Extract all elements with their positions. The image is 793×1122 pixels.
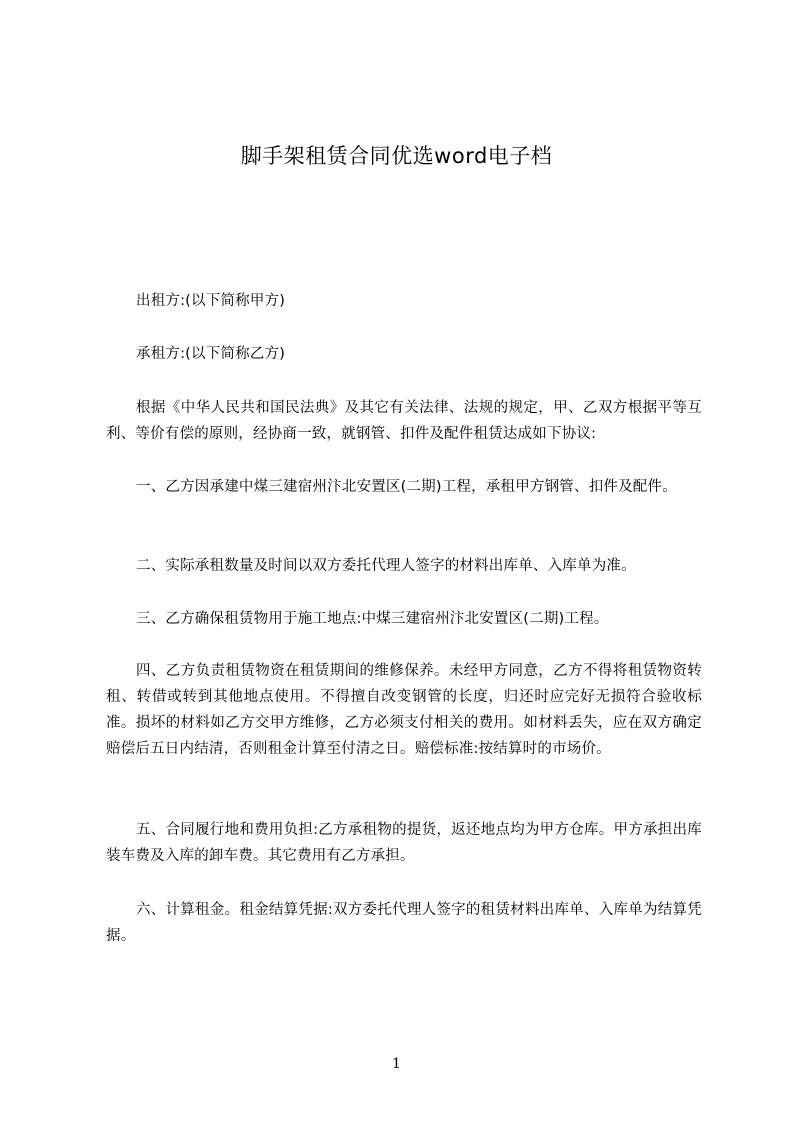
preamble-paragraph: 根据《中华人民共和国民法典》及其它有关法律、法规的规定，甲、乙双方根据平等互利、等价有偿的原则，经协商一致，就钢管、扣件及配件租赁达成如下协议: <box>106 400 702 442</box>
lessor-line: 出租方:(以下简称甲方) <box>136 293 286 309</box>
clause-1: 一、乙方因承建中煤三建宿州汴北安置区(二期)工程，承租甲方钢管、扣件及配件。 <box>136 479 677 495</box>
lessee-line: 承租方:(以下简称乙方) <box>136 346 286 362</box>
clause-3: 三、乙方确保租赁物用于施工地点:中煤三建宿州汴北安置区(二期)工程。 <box>136 611 609 627</box>
clause-5: 五、合同履行地和费用负担:乙方承租物的提货，返还地点均为甲方仓库。甲方承担出库装车费及入库的卸车费。其它费用有乙方承担。 <box>106 822 702 864</box>
clause-6: 六、计算租金。租金结算凭据:双方委托代理人签字的租赁材料出库单、入库单为结算凭据。 <box>106 902 702 944</box>
document-title: 脚手架租赁合同优选word电子档 <box>240 144 553 168</box>
page-number: 1 <box>392 1056 401 1072</box>
clause-2: 二、实际承租数量及时间以双方委托代理人签字的材料出库单、入库单为准。 <box>136 558 636 574</box>
clause-4: 四、乙方负责租赁物资在租赁期间的维修保养。未经甲方同意，乙方不得将租赁物资转租、转借或转到其他地点使用。不得擅自改变钢管的长度，归还时应完好无损符合验收标准。损坏的材料如乙方交甲方维修，乙方必须支付相关的费用。如材料丢失，应在双方确定赔偿后五日内结清，否则租金计算至付清之日。赔偿标准:按结算时的市场价。 <box>106 663 702 757</box>
